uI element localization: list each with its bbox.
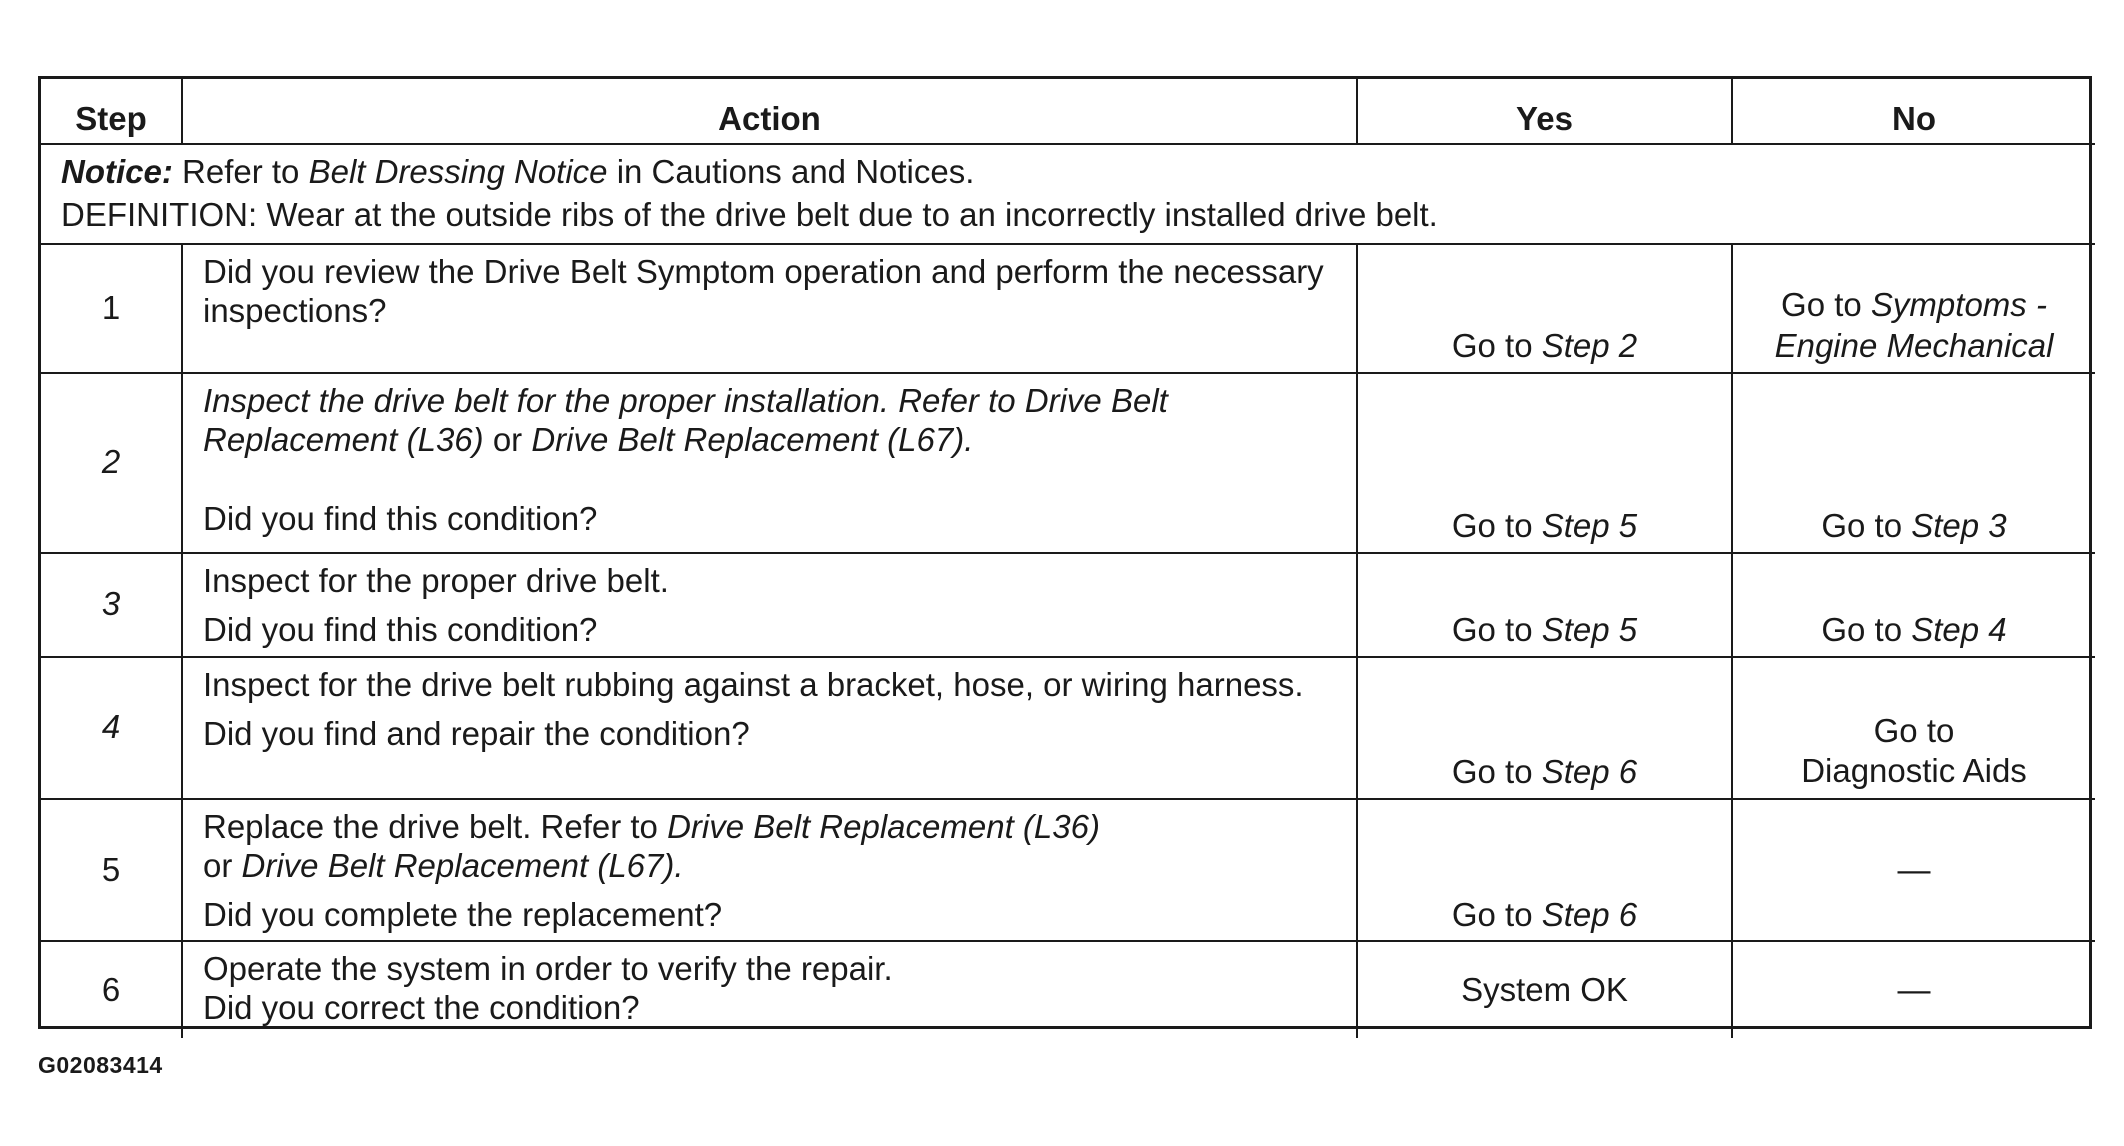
action-text: Did you review the Drive Belt Symptom operation and perform the necessary inspections? [203, 252, 1324, 329]
no-prefix: Go to [1821, 506, 1912, 544]
action-ref-1: Drive Belt Replacement (L36) [667, 807, 1100, 845]
definition-line: DEFINITION: Wear at the outside ribs of the drive belt due to an incorrectly installed drive belt. [61, 195, 1438, 233]
step-number: 3 [41, 553, 182, 657]
yes-prefix: Go to [1451, 752, 1542, 790]
action-cell [182, 244, 1357, 373]
no-ref-2: Engine Mechanical [1774, 326, 2054, 364]
no-cell [1732, 657, 2095, 799]
diagnostic-table [41, 79, 2095, 1038]
action-text: Inspect for the proper drive belt. [203, 561, 669, 599]
action-ref-2: Drive Belt Replacement (L67) [241, 846, 675, 884]
yes-ref: Step 5 [1541, 506, 1638, 544]
no-cell [1732, 553, 2095, 657]
header-row [41, 79, 2095, 144]
action-question: Did you complete the replacement? [203, 895, 723, 933]
yes-prefix: Go to [1451, 326, 1542, 364]
action-text [203, 382, 1338, 460]
no-cell [1732, 373, 2095, 553]
yes-cell [1357, 657, 1732, 799]
yes-cell: System OK [1357, 941, 1732, 1038]
yes-cell [1357, 553, 1732, 657]
no-cell [1732, 244, 2095, 373]
no-dash: — [1897, 850, 1931, 888]
action-text: Operate the system in order to verify the repair. [203, 950, 893, 988]
action-text-1: Inspect the drive belt for the proper installation. Refer to [203, 381, 1025, 419]
table-row [41, 553, 2095, 657]
no-prefix: Go to [1781, 286, 1871, 324]
notice-line [61, 151, 2075, 194]
no-line-1: Go to [1873, 712, 1955, 750]
action-text: Inspect for the drive belt rubbing against a bracket, hose, or wiring harness. [203, 665, 1304, 703]
action-cell [182, 553, 1357, 657]
no-line-2: Diagnostic Aids [1801, 752, 2027, 790]
header-step: Step [41, 79, 182, 144]
yes-prefix: Go to [1451, 895, 1542, 933]
yes-prefix: Go to [1451, 610, 1542, 648]
table-row [41, 941, 2095, 1038]
notice-cell [41, 144, 2095, 244]
header-no: No [1732, 79, 2095, 144]
yes-cell [1357, 244, 1732, 373]
header-action: Action [182, 79, 1357, 144]
yes-ref: Step 6 [1541, 752, 1638, 790]
action-text-2: or [203, 846, 242, 884]
action-text [203, 808, 1338, 886]
no-dash: — [1897, 971, 1931, 1008]
yes-prefix: Go to [1451, 506, 1542, 544]
action-text-3: . [674, 846, 684, 884]
notice-label: Notice: [61, 153, 173, 190]
action-cell [182, 799, 1357, 942]
action-text-2: or [483, 420, 532, 458]
no-prefix: Go to [1821, 610, 1912, 648]
header-yes: Yes [1357, 79, 1732, 144]
no-cell [1732, 941, 2095, 1038]
action-question: Did you find this condition? [203, 610, 598, 648]
notice-row [41, 144, 2095, 244]
action-cell [182, 373, 1357, 553]
yes-ref: Step 6 [1541, 895, 1638, 933]
table-row [41, 799, 2095, 942]
action-text-1: Replace the drive belt. Refer to [203, 807, 668, 845]
action-question: Did you find this condition? [203, 499, 598, 537]
no-cell [1732, 799, 2095, 942]
yes-ref: Step 2 [1541, 326, 1638, 364]
notice-text-before: Refer to [172, 153, 309, 190]
notice-ref: Belt Dressing Notice [308, 153, 608, 190]
action-text-3: . [964, 420, 974, 458]
action-question: Did you correct the condition? [203, 989, 640, 1027]
step-number: 6 [41, 941, 182, 1038]
no-ref: Step 4 [1911, 610, 2007, 648]
notice-text-after: in Cautions and Notices. [607, 153, 975, 190]
yes-cell [1357, 799, 1732, 942]
figure-id: G02083414 [38, 1052, 163, 1078]
diagnostic-table-frame [38, 76, 2092, 1029]
action-question: Did you find and repair the condition? [203, 714, 750, 752]
step-number: 1 [41, 244, 182, 373]
yes-cell [1357, 373, 1732, 553]
step-number: 5 [41, 799, 182, 942]
no-ref: Step 3 [1911, 506, 2007, 544]
action-cell [182, 941, 1357, 1038]
table-row [41, 244, 2095, 373]
action-cell [182, 657, 1357, 799]
yes-ref: Step 5 [1541, 610, 1638, 648]
action-ref-2: Drive Belt Replacement (L67) [531, 420, 965, 458]
table-row [41, 657, 2095, 799]
step-number: 2 [41, 373, 182, 553]
action-ref-1: Drive Belt Replacement (L36) [203, 381, 1168, 458]
step-number: 4 [41, 657, 182, 799]
no-ref-1: Symptoms - [1870, 286, 2047, 324]
table-row [41, 373, 2095, 553]
